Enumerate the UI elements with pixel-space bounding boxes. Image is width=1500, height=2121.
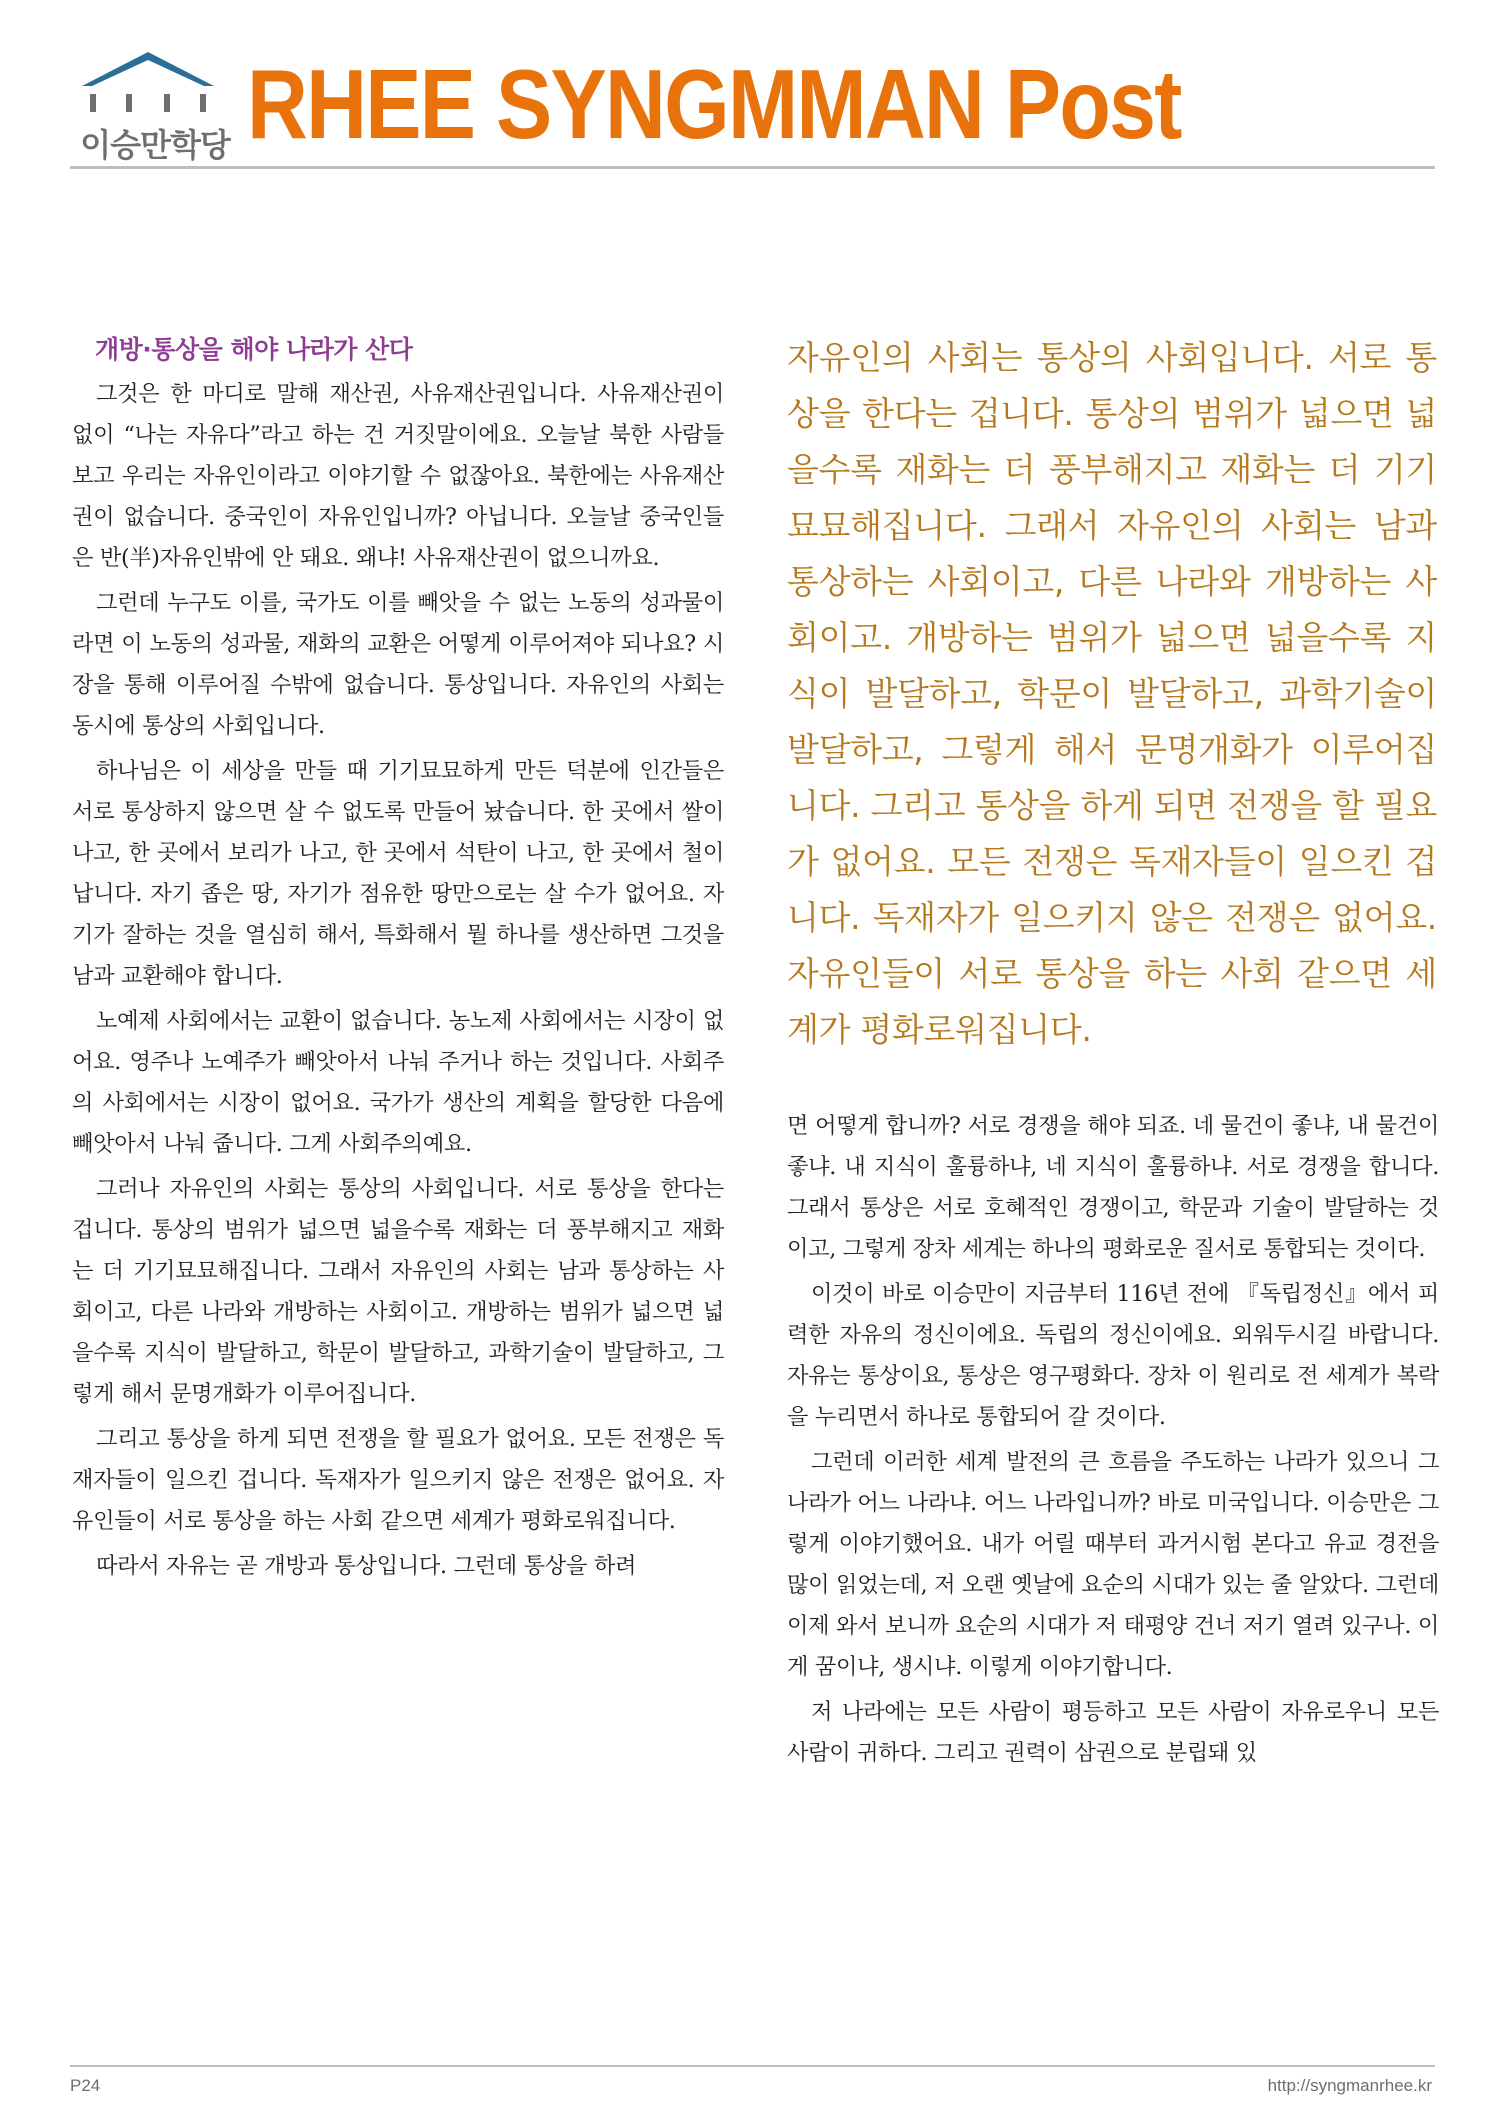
house-logo-icon bbox=[70, 48, 240, 128]
section-subheading: 개방·통상을 해야 나라가 산다 bbox=[95, 335, 413, 364]
school-logo bbox=[70, 48, 230, 164]
page-number: P24 bbox=[70, 2076, 101, 2095]
paragraph: 그것은 한 마디로 말해 재산권, 사유재산권입니다. 사유재산권이 없이 “나는 자유다”라고 하는 건 거짓말이에요. 오늘날 북한 사람들 보고 우리는 자유인이라고 이야기할 수 없잖아요. 북한에는 사유재산권이 없습니다. 중국인이 자유인입니까? 아닙니다. 오늘날 중국인들은 반(半)자유인밖에 안 돼요. 왜냐! 사유재산권이 없으니까요. bbox=[72, 381, 724, 571]
paragraph: 그리고 통상을 하게 되면 전쟁을 할 필요가 없어요. 모든 전쟁은 독재자들이 일으킨 겁니다. 독재자가 일으키지 않은 전쟁은 없어요. 자유인들이 서로 통상을 하는 사회 같으면 세계가 평화로워집니다. bbox=[72, 1426, 724, 1534]
left-column bbox=[72, 330, 724, 1591]
header-divider bbox=[70, 166, 1435, 169]
paragraph-continuation: 면 어떻게 합니까? 서로 경쟁을 해야 되죠. 네 물건이 좋냐, 내 물건이 좋냐. 내 지식이 훌륭하냐, 네 지식이 훌륭하냐. 서로 경쟁을 합니다. 그래서 통상은 서로 호혜적인 경쟁이고, 학문과 기술이 발달하는 것이고, 그렇게 장차 세계는 하나의 평화로운 질서로 통합되는 것이다. bbox=[787, 1113, 1439, 1262]
paragraph: 그러나 자유인의 사회는 통상의 사회입니다. 서로 통상을 한다는 겁니다. 통상의 범위가 넓으면 넓을수록 재화는 더 풍부해지고 재화는 더 기기묘묘해집니다. 그래서 자유인의 사회는 남과 통상하는 사회이고, 다른 나라와 개방하는 사회이고. 개방하는 범위가 넓으면 넓을수록 지식이 발달하고, 학문이 발달하고, 과학기술이 발달하고, 그렇게 해서 문명개화가 이루어집니다. bbox=[72, 1176, 724, 1407]
footer-divider bbox=[70, 2065, 1435, 2067]
right-column bbox=[787, 1106, 1439, 1778]
paragraph: 노예제 사회에서는 교환이 없습니다. 농노제 사회에서는 시장이 없어요. 영주나 노예주가 빼앗아서 나눠 주거나 하는 것입니다. 사회주의 사회에서는 시장이 없어요. 국가가 생산의 계획을 할당한 다음에 빼앗아서 나눠 줍니다. 그게 사회주의예요. bbox=[72, 1008, 724, 1157]
paragraph: 하나님은 이 세상을 만들 때 기기묘묘하게 만든 덕분에 인간들은 서로 통상하지 않으면 살 수 없도록 만들어 놨습니다. 한 곳에서 쌀이 나고, 한 곳에서 보리가 나고, 한 곳에서 석탄이 나고, 한 곳에서 철이 납니다. 자기 좁은 땅, 자기가 점유한 땅만으로는 살 수가 없어요. 자기가 잘하는 것을 열심히 해서, 특화해서 뭘 하나를 생산하면 그것을 남과 교환해야 합니다. bbox=[72, 758, 724, 989]
page-header bbox=[70, 48, 1430, 168]
paragraph: 그런데 이러한 세계 발전의 큰 흐름을 주도하는 나라가 있으니 그 나라가 어느 나라냐. 어느 나라입니까? 바로 미국입니다. 이승만은 그렇게 이야기했어요. 내가 어릴 때부터 과거시험 본다고 유교 경전을 많이 읽었는데, 저 오랜 옛날에 요순의 시대가 있는 줄 알았다. 그런데 이제 와서 보니까 요순의 시대가 저 태평양 건너 저기 열려 있구나. 이게 꿈이냐, 생시냐. 이렇게 이야기합니다. bbox=[787, 1449, 1439, 1680]
paragraph: 그런데 누구도 이를, 국가도 이를 빼앗을 수 없는 노동의 성과물이라면 이 노동의 성과물, 재화의 교환은 어떻게 이루어져야 되나요? 시장을 통해 이루어질 수밖에 없습니다. 통상입니다. 자유인의 사회는 동시에 통상의 사회입니다. bbox=[72, 590, 724, 739]
logo-text: 이승만학당 bbox=[80, 126, 230, 164]
pull-quote: 자유인의 사회는 통상의 사회입니다. 서로 통상을 한다는 겁니다. 통상의 범위가 넓으면 넓을수록 재화는 더 풍부해지고 재화는 더 기기묘묘해집니다. 그래서 자유인의 사회는 남과 통상하는 사회이고, 다른 나라와 개방하는 사회이고. 개방하는 범위가 넓으면 넓을수록 지식이 발달하고, 학문이 발달하고, 과학기술이 발달하고, 그렇게 해서 문명개화가 이루어집니다. 그리고 통상을 하게 되면 전쟁을 할 필요가 없어요. 모든 전쟁은 독재자들이 일으킨 겁니다. 독재자가 일으키지 않은 전쟁은 없어요. 자유인들이 서로 통상을 하는 사회 같으면 세계가 평화로워집니다. bbox=[787, 338, 1437, 1049]
paragraph: 저 나라에는 모든 사람이 평등하고 모든 사람이 자유로우니 모든 사람이 귀하다. 그리고 권력이 삼권으로 분립돼 있 bbox=[787, 1699, 1439, 1766]
brand-title: RHEE SYNGMMAN Post bbox=[247, 49, 1181, 159]
paragraph: 따라서 자유는 곧 개방과 통상입니다. 그런데 통상을 하려 bbox=[96, 1553, 637, 1579]
paragraph: 이것이 바로 이승만이 지금부터 116년 전에 『독립정신』에서 피력한 자유의 정신이에요. 독립의 정신이에요. 외워두시길 바랍니다. 자유는 통상이요, 통상은 영구평화다. 장차 이 원리로 전 세계가 복락을 누리면서 하나로 통합되어 갈 것이다. bbox=[787, 1281, 1439, 1430]
site-url[interactable]: http://syngmanrhee.kr bbox=[1267, 2076, 1432, 2095]
